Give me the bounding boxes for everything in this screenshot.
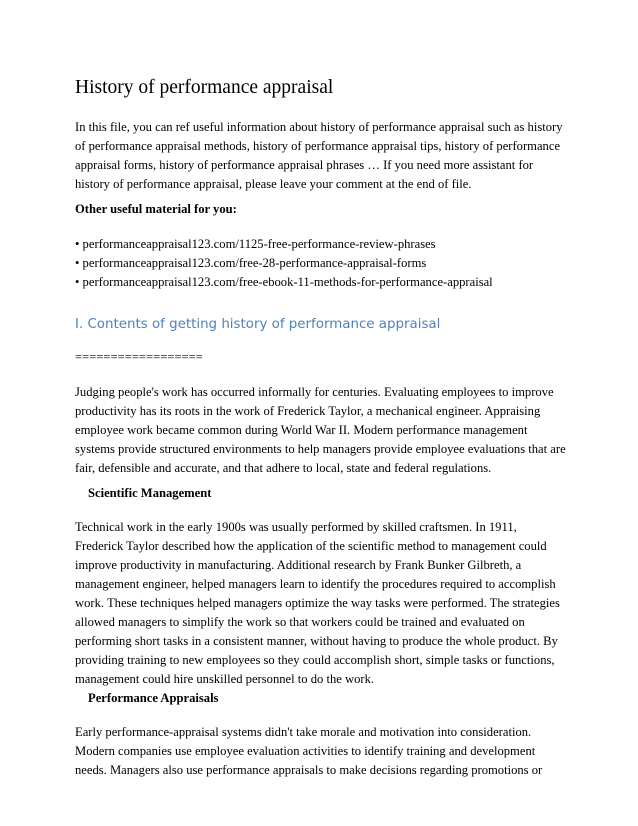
paragraph-line: Judging people's work has occurred informally for centuries. Evaluating employees to improve — [75, 385, 554, 399]
intro-line: history of performance appraisal, please leave your comment at the end of file. — [75, 177, 472, 191]
link-list — [75, 235, 575, 292]
paragraph-line: work. These techniques helped managers optimize the way tasks were performed. The strategies — [75, 596, 560, 610]
intro-line: of performance appraisal methods, history of performance appraisal tips, history of performance — [75, 139, 561, 153]
separator-line: ================== — [75, 350, 203, 364]
section-heading: I. Contents of getting history of performance appraisal — [75, 317, 441, 332]
paragraph-line: Early performance-appraisal systems didn't take morale and motivation into consideration. — [75, 725, 532, 739]
subheading-scientific-management: Scientific Management — [88, 486, 212, 500]
link-item[interactable]: • performanceappraisal123.com/free-28-performance-appraisal-forms — [75, 256, 427, 270]
paragraph-line: employee work became common during World War II. Modern performance management — [75, 423, 528, 437]
link-item[interactable]: • performanceappraisal123.com/free-ebook-11-methods-for-performance-appraisal — [75, 275, 493, 289]
intro-line: In this file, you can ref useful information about history of performance appraisal such as history — [75, 120, 563, 134]
paragraph-line: performing short tasks in a consistent manner, without having to produce the whole product. By — [75, 634, 558, 648]
document-title: History of performance appraisal — [75, 77, 334, 98]
paragraph-technical-work — [75, 518, 575, 689]
paragraph-line: needs. Managers also use performance appraisals to make decisions regarding promotions or — [75, 763, 543, 777]
paragraph-line: fair, defensible and accurate, and that adhere to local, state and federal regulations. — [75, 461, 492, 475]
subheading-performance-appraisals: Performance Appraisals — [88, 691, 219, 705]
paragraph-line: providing training to new employees so they could accomplish short, simple tasks or functions, — [75, 653, 555, 667]
link-item[interactable]: • performanceappraisal123.com/1125-free-performance-review-phrases — [75, 237, 436, 251]
intro-line: appraisal forms, history of performance appraisal phrases … If you need more assistant for — [75, 158, 534, 172]
paragraph-early-systems — [75, 723, 575, 780]
paragraph-line: Modern companies use employee evaluation activities to identify training and development — [75, 744, 536, 758]
paragraph-line: Frederick Taylor described how the application of the scientific method to management could — [75, 539, 547, 553]
paragraph-line: management could hire unskilled personnel to do the work. — [75, 672, 375, 686]
paragraph-judging — [75, 383, 575, 478]
paragraph-line: allowed managers to simplify the work so that workers could be trained and evaluated on — [75, 615, 525, 629]
paragraph-line: improve productivity in manufacturing. Additional research by Frank Bunker Gilbreth, a — [75, 558, 522, 572]
useful-material-heading: Other useful material for you: — [75, 202, 237, 216]
paragraph-line: management engineer, helped managers learn to identify the procedures required to accomplish — [75, 577, 556, 591]
paragraph-line: productivity has its roots in the work of Frederick Taylor, a mechanical engineer. Appraising — [75, 404, 541, 418]
paragraph-line: systems provide structured environments to help managers provide employee evaluations that are — [75, 442, 566, 456]
paragraph-line: Technical work in the early 1900s was usually performed by skilled craftsmen. In 1911, — [75, 520, 517, 534]
intro-paragraph — [75, 118, 575, 194]
